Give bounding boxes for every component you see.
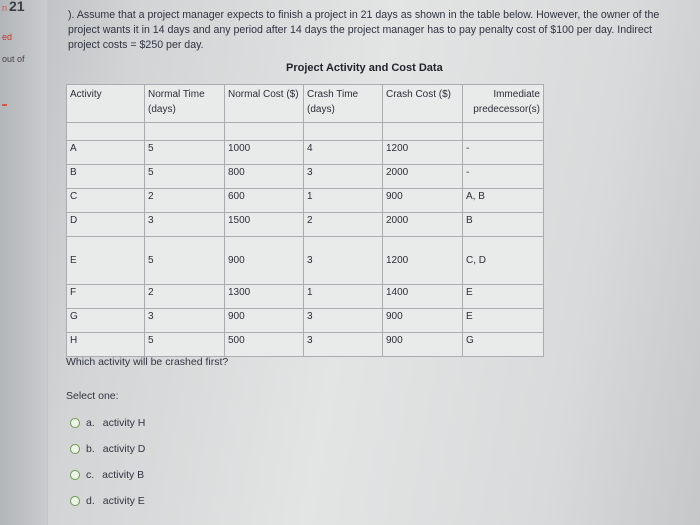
cell: F	[67, 285, 145, 309]
radio-button-b[interactable]	[70, 444, 80, 454]
cell: 5	[145, 165, 225, 189]
question-status: ed	[2, 32, 13, 42]
cell: G	[67, 309, 145, 333]
header-predecessors: Immediate predecessor(s)	[463, 85, 544, 123]
cell: B	[463, 213, 544, 237]
cell: 4	[304, 141, 383, 165]
cell: 1200	[383, 141, 463, 165]
cell: 1400	[383, 285, 463, 309]
select-one-label: Select one:	[66, 390, 119, 402]
option-label: activity B	[102, 469, 145, 481]
cell: 3	[304, 165, 383, 189]
radio-button-d[interactable]	[70, 496, 80, 506]
radio-button-a[interactable]	[70, 418, 80, 428]
table-row	[67, 189, 544, 213]
cell: D	[67, 213, 145, 237]
option-letter: b.	[86, 443, 95, 455]
cell: 1500	[225, 213, 304, 237]
cell: 1	[304, 189, 383, 213]
cell: A, B	[463, 189, 544, 213]
cell: 3	[145, 213, 225, 237]
flag-marker	[2, 104, 7, 106]
option-label: activity D	[102, 443, 146, 455]
question-prefix: n	[2, 3, 8, 13]
cell: E	[67, 237, 145, 285]
answer-option-b[interactable]	[70, 436, 145, 462]
cell: 1000	[225, 141, 304, 165]
cell: 900	[383, 189, 463, 213]
option-label: activity E	[102, 495, 145, 507]
cell: 3	[304, 309, 383, 333]
cell: 1200	[383, 237, 463, 285]
answer-option-a[interactable]	[70, 410, 145, 436]
cell: B	[67, 165, 145, 189]
cell: C	[67, 189, 145, 213]
question-marks: out of	[2, 54, 25, 64]
cell: 3	[304, 237, 383, 285]
question-number-value: 21	[9, 0, 25, 14]
answer-option-d[interactable]	[70, 488, 145, 514]
question-info-sidebar	[0, 0, 48, 525]
header-normal-cost: Normal Cost ($)	[225, 85, 304, 123]
table-header-row	[67, 85, 544, 123]
answer-options	[70, 410, 145, 514]
cell: E	[463, 309, 544, 333]
cell: 2000	[383, 165, 463, 189]
cell: 5	[145, 237, 225, 285]
option-letter: d.	[86, 495, 95, 507]
cell: 2	[145, 189, 225, 213]
cell: 3	[304, 333, 383, 357]
cell: 5	[145, 333, 225, 357]
option-label: activity H	[102, 417, 146, 429]
table-row	[67, 333, 544, 357]
cell: H	[67, 333, 145, 357]
cell: 3	[145, 309, 225, 333]
cell: G	[463, 333, 544, 357]
table-title: Project Activity and Cost Data	[286, 62, 443, 74]
table-spacer-row	[67, 123, 544, 141]
cell: A	[67, 141, 145, 165]
header-normal-time: Normal Time (days)	[145, 85, 225, 123]
table-row	[67, 237, 544, 285]
question-prompt: Which activity will be crashed first?	[66, 356, 229, 368]
option-letter: a.	[86, 417, 95, 429]
cell: -	[463, 141, 544, 165]
header-activity: Activity	[67, 85, 145, 123]
table-row	[67, 165, 544, 189]
option-letter: c.	[86, 469, 95, 481]
cell: 500	[225, 333, 304, 357]
cell: 900	[225, 309, 304, 333]
cell: 1300	[225, 285, 304, 309]
cell: 900	[383, 333, 463, 357]
table-row	[67, 141, 544, 165]
cell: 5	[145, 141, 225, 165]
cell: 900	[225, 237, 304, 285]
cell: 800	[225, 165, 304, 189]
header-crash-cost: Crash Cost ($)	[383, 85, 463, 123]
table-row	[67, 309, 544, 333]
cell: C, D	[463, 237, 544, 285]
table-row	[67, 213, 544, 237]
activity-cost-table	[66, 84, 544, 357]
cell: 1	[304, 285, 383, 309]
cell: 2000	[383, 213, 463, 237]
question-text: ). Assume that a project manager expects to finish a project in 21 days as shown in the table below. However, the owner of the project wants it in 14 days and any period after 14 days the project manager has to pay penalty cost of $100 per day. Indirect project costs = $250 per day.	[68, 9, 660, 51]
radio-button-c[interactable]	[70, 470, 80, 480]
cell: E	[463, 285, 544, 309]
header-crash-time: Crash Time (days)	[304, 85, 383, 123]
cell: 2	[304, 213, 383, 237]
cell: 600	[225, 189, 304, 213]
cell: 900	[383, 309, 463, 333]
question-number	[2, 0, 25, 14]
cell: 2	[145, 285, 225, 309]
answer-option-c[interactable]	[70, 462, 145, 488]
cell: -	[463, 165, 544, 189]
table-row	[67, 285, 544, 309]
